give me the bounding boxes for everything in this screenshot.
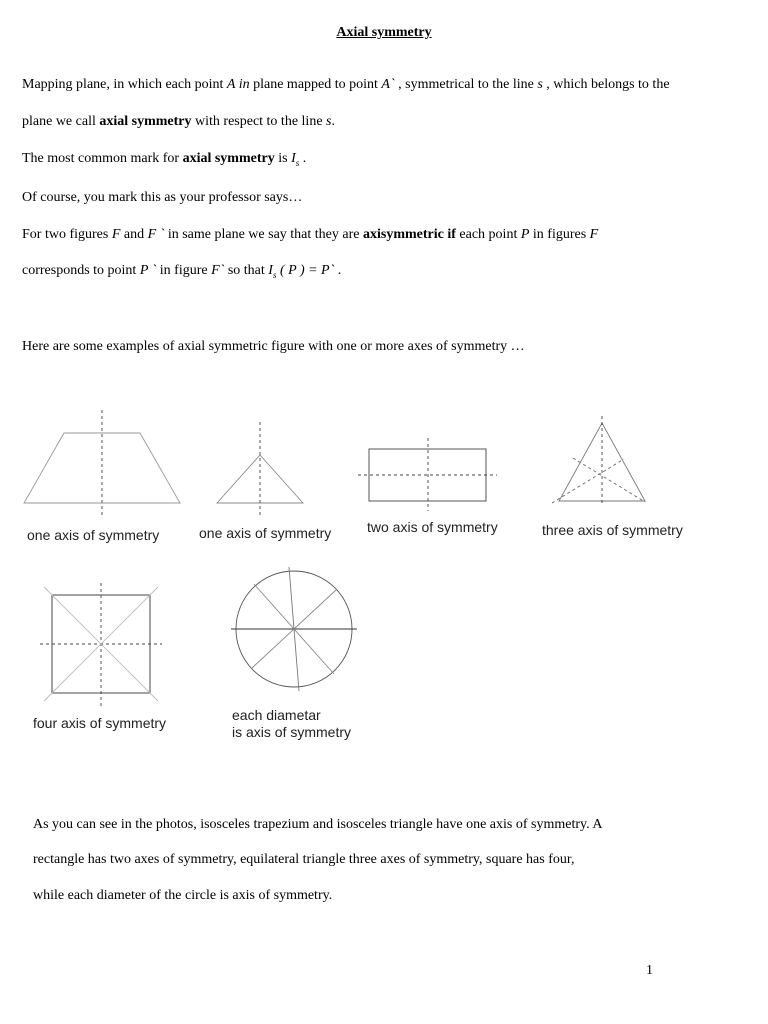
paragraph-professor: Of course, you mark this as your professor says…: [22, 190, 303, 205]
isosceles-triangle-figure: [217, 422, 303, 516]
caption-equilateral-triangle: three axis of symmetry: [542, 522, 683, 538]
caption-square: four axis of symmetry: [33, 715, 167, 731]
page-number: 1: [646, 963, 653, 978]
conclusion-line2: rectangle has two axes of symmetry, equilateral triangle three axes of symmetry, square has four,: [33, 852, 575, 867]
caption-circle-line2: is axis of symmetry: [232, 724, 352, 740]
caption-rectangle: two axis of symmetry: [367, 519, 498, 535]
rectangle-figure: [358, 438, 497, 511]
square-figure: [40, 583, 162, 706]
conclusion-line1: As you can see in the photos, isosceles trapezium and isosceles triangle have one axis of symmetry. A: [33, 817, 603, 832]
conclusion-line3: while each diameter of the circle is axis of symmetry.: [33, 888, 333, 903]
equilateral-triangle-figure: [552, 416, 645, 505]
caption-isosceles-triangle: one axis of symmetry: [199, 525, 332, 541]
paragraph-notation: The most common mark for axial symmetry is $I_s$ .: [22, 151, 307, 168]
paragraph-definition-line2: plane we call axial symmetry with respect to the line s.: [22, 114, 335, 129]
paragraph-figures-line2: corresponds to point P ` in figure F` so that $I_s$ ( P ) = P` .: [22, 263, 342, 280]
caption-circle-line1: each diametar: [232, 707, 321, 723]
paragraph-examples-intro: Here are some examples of axial symmetric figure with one or more axes of symmetry …: [22, 339, 525, 354]
trapezium-figure: [24, 410, 180, 518]
caption-trapezium: one axis of symmetry: [27, 527, 160, 543]
circle-figure: [231, 567, 357, 691]
paragraph-definition-line1: Mapping plane, in which each point A in plane mapped to point A` , symmetrical to the line s , which belongs to the: [22, 77, 670, 92]
paragraph-figures-line1: For two figures F and F ` in same plane we say that they are axisymmetric if each point P in figures F: [22, 227, 599, 242]
page-title: Axial symmetry: [336, 25, 432, 40]
